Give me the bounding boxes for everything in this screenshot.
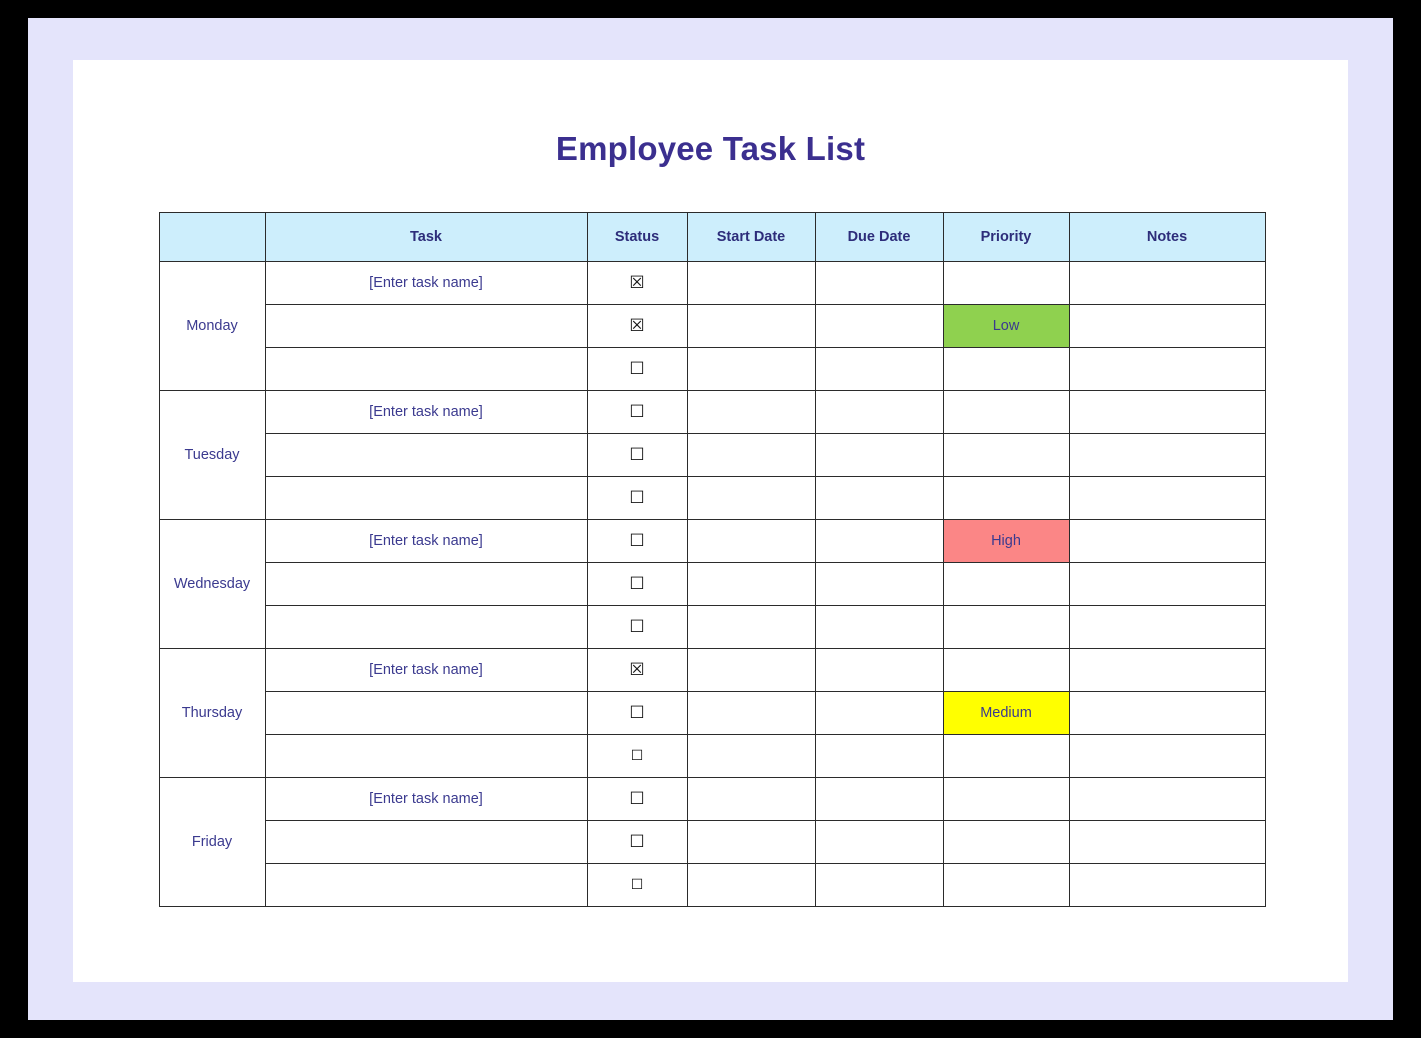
checkbox-unchecked-icon[interactable]: ☐ [629,531,645,550]
column-header-notes: Notes [1069,213,1265,262]
status-cell[interactable] [587,477,687,520]
start-date-cell[interactable] [687,262,815,305]
start-date-cell[interactable] [687,649,815,692]
status-cell[interactable] [587,692,687,735]
table-row [159,735,1265,778]
table-row [159,391,1265,434]
priority-cell[interactable] [943,821,1069,864]
column-header-day [159,213,265,262]
start-date-cell[interactable] [687,348,815,391]
start-date-cell[interactable] [687,434,815,477]
table-row [159,606,1265,649]
checkbox-unchecked-icon[interactable]: ☐ [630,876,644,892]
notes-cell[interactable] [1069,821,1265,864]
status-cell[interactable] [587,735,687,778]
priority-cell[interactable] [943,391,1069,434]
task-cell[interactable] [265,692,587,735]
status-cell[interactable] [587,606,687,649]
due-date-cell[interactable] [815,692,943,735]
due-date-cell[interactable] [815,821,943,864]
table-row [159,520,1265,563]
start-date-cell[interactable] [687,520,815,563]
table-row [159,864,1265,907]
notes-cell[interactable] [1069,606,1265,649]
priority-cell[interactable] [943,778,1069,821]
day-label-cell: Monday [159,262,265,391]
task-cell[interactable] [265,348,587,391]
priority-cell[interactable] [943,262,1069,305]
start-date-cell[interactable] [687,778,815,821]
status-cell[interactable] [587,434,687,477]
notes-cell[interactable] [1069,262,1265,305]
priority-cell[interactable]: High [943,520,1069,563]
checkbox-unchecked-icon[interactable]: ☐ [629,574,645,593]
table-row [159,262,1265,305]
priority-cell[interactable] [943,606,1069,649]
checkbox-unchecked-icon[interactable]: ☐ [629,789,645,808]
task-cell[interactable] [265,434,587,477]
status-cell[interactable] [587,778,687,821]
status-cell[interactable] [587,348,687,391]
status-cell[interactable] [587,864,687,907]
status-cell[interactable] [587,305,687,348]
due-date-cell[interactable] [815,391,943,434]
notes-cell[interactable] [1069,305,1265,348]
status-cell[interactable] [587,520,687,563]
table-row [159,348,1265,391]
priority-cell[interactable] [943,649,1069,692]
checkbox-unchecked-icon[interactable]: ☐ [629,488,645,507]
status-cell[interactable] [587,821,687,864]
priority-cell[interactable] [943,735,1069,778]
task-cell[interactable] [265,864,587,907]
document-sheet [73,60,1348,982]
start-date-cell[interactable] [687,864,815,907]
notes-cell[interactable] [1069,520,1265,563]
day-label-cell: Friday [159,778,265,907]
task-cell[interactable] [265,735,587,778]
start-date-cell[interactable] [687,821,815,864]
checkbox-unchecked-icon[interactable]: ☐ [629,703,645,722]
task-cell[interactable]: [Enter task name] [265,649,587,692]
table-row [159,821,1265,864]
day-label-cell: Thursday [159,649,265,778]
table-row [159,778,1265,821]
start-date-cell[interactable] [687,563,815,606]
task-cell[interactable]: [Enter task name] [265,262,587,305]
task-cell[interactable]: [Enter task name] [265,520,587,563]
checkbox-unchecked-icon[interactable]: ☐ [629,832,645,851]
start-date-cell[interactable] [687,606,815,649]
table-row [159,649,1265,692]
priority-cell[interactable]: Low [943,305,1069,348]
due-date-cell[interactable] [815,348,943,391]
status-cell[interactable] [587,262,687,305]
column-header-priority: Priority [943,213,1069,262]
due-date-cell[interactable] [815,520,943,563]
task-cell[interactable]: [Enter task name] [265,391,587,434]
due-date-cell[interactable] [815,649,943,692]
start-date-cell[interactable] [687,391,815,434]
table-row [159,692,1265,735]
notes-cell[interactable] [1069,434,1265,477]
notes-cell[interactable] [1069,649,1265,692]
checkbox-checked-icon[interactable]: ☒ [629,316,645,335]
priority-cell[interactable] [943,477,1069,520]
task-cell[interactable] [265,477,587,520]
notes-cell[interactable] [1069,391,1265,434]
due-date-cell[interactable] [815,477,943,520]
due-date-cell[interactable] [815,606,943,649]
table-row [159,563,1265,606]
checkbox-unchecked-icon[interactable]: ☐ [630,747,644,763]
task-cell[interactable] [265,606,587,649]
table-row [159,434,1265,477]
table-header [159,213,1265,262]
table-body [159,262,1265,907]
checkbox-unchecked-icon[interactable]: ☐ [629,445,645,464]
notes-cell[interactable] [1069,864,1265,907]
start-date-cell[interactable] [687,692,815,735]
priority-cell[interactable] [943,864,1069,907]
due-date-cell[interactable] [815,778,943,821]
status-cell[interactable] [587,649,687,692]
notes-cell[interactable] [1069,735,1265,778]
due-date-cell[interactable] [815,563,943,606]
notes-cell[interactable] [1069,348,1265,391]
page-border-frame [28,18,1393,1020]
due-date-cell[interactable] [815,305,943,348]
priority-cell[interactable] [943,434,1069,477]
task-cell[interactable] [265,821,587,864]
task-cell[interactable] [265,305,587,348]
column-header-task: Task [265,213,587,262]
task-table-container [159,212,1263,907]
employee-task-table [159,212,1266,907]
checkbox-unchecked-icon[interactable]: ☐ [629,359,645,378]
notes-cell[interactable] [1069,778,1265,821]
day-label-cell: Wednesday [159,520,265,649]
notes-cell[interactable] [1069,692,1265,735]
status-cell[interactable] [587,563,687,606]
table-row [159,477,1265,520]
checkbox-unchecked-icon[interactable]: ☐ [629,402,645,421]
start-date-cell[interactable] [687,735,815,778]
page-title: Employee Task List [555,130,866,167]
priority-cell[interactable] [943,348,1069,391]
due-date-cell[interactable] [815,735,943,778]
checkbox-checked-icon[interactable]: ☒ [629,660,645,679]
checkbox-checked-icon[interactable]: ☒ [629,273,645,292]
notes-cell[interactable] [1069,563,1265,606]
column-header-status: Status [587,213,687,262]
day-label-cell: Tuesday [159,391,265,520]
priority-cell[interactable]: Medium [943,692,1069,735]
header-row [159,213,1265,262]
column-header-due-date: Due Date [815,213,943,262]
priority-cell[interactable] [943,563,1069,606]
notes-cell[interactable] [1069,477,1265,520]
due-date-cell[interactable] [815,864,943,907]
due-date-cell[interactable] [815,262,943,305]
start-date-cell[interactable] [687,477,815,520]
task-cell[interactable]: [Enter task name] [265,778,587,821]
task-cell[interactable] [265,563,587,606]
start-date-cell[interactable] [687,305,815,348]
column-header-start-date: Start Date [687,213,815,262]
checkbox-unchecked-icon[interactable]: ☐ [629,617,645,636]
table-row [159,305,1265,348]
status-cell[interactable] [587,391,687,434]
due-date-cell[interactable] [815,434,943,477]
